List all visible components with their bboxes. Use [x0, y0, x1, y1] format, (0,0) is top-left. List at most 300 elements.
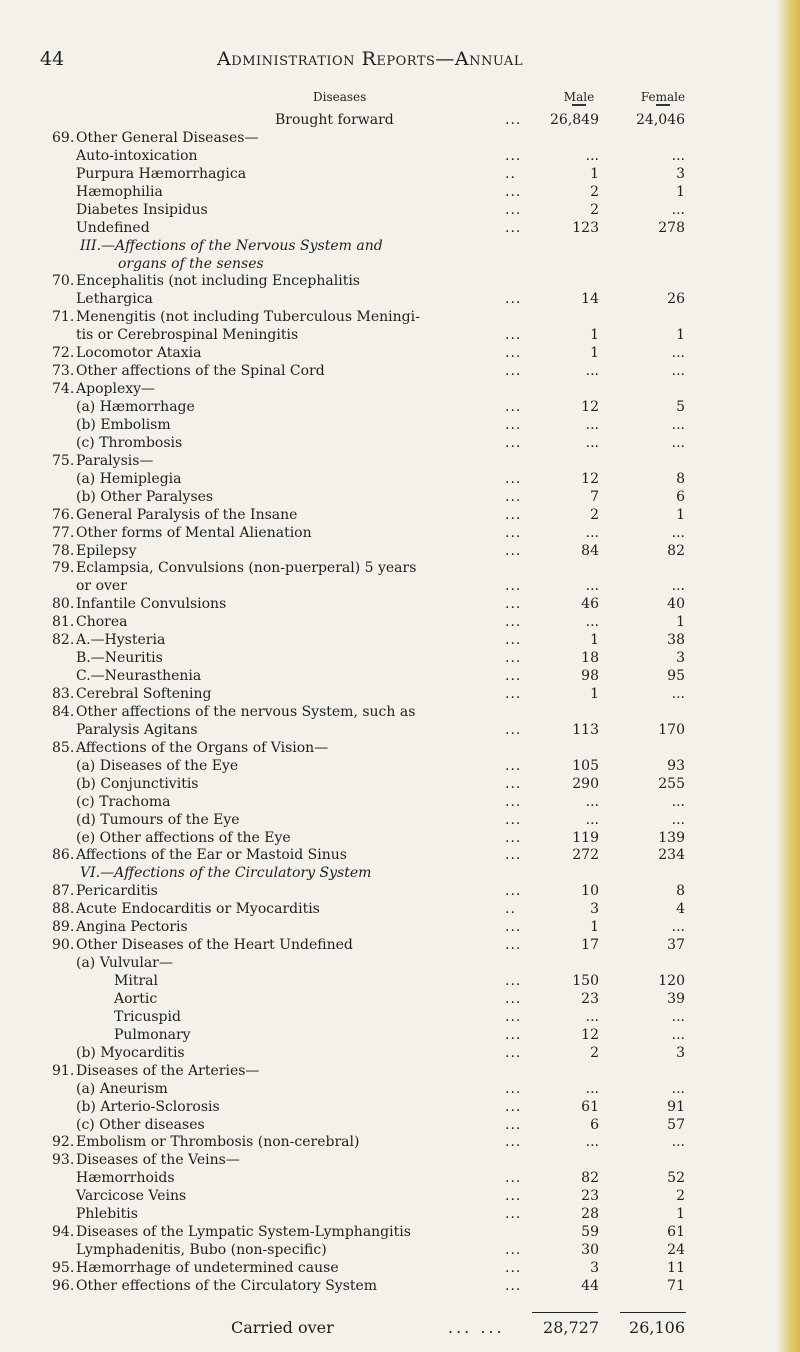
female-count: 5 — [676, 399, 685, 415]
row-leader: ... — [505, 829, 522, 846]
carried-over-label: Carried over — [231, 1318, 334, 1337]
row-leader: ... — [505, 1026, 522, 1043]
row-number: 94. — [52, 1224, 75, 1241]
female-count: ... — [671, 811, 685, 828]
table-row — [0, 991, 800, 1009]
male-count: 272 — [572, 847, 599, 864]
male-count: 82 — [581, 1170, 599, 1187]
row-number: 77. — [52, 524, 75, 541]
male-count: 113 — [572, 721, 599, 738]
row-label: Hæmorrhoids — [76, 1170, 175, 1187]
table-row — [0, 112, 800, 130]
row-label: Varcicose Veins — [76, 1188, 187, 1205]
male-count: 12 — [581, 1026, 599, 1043]
row-label: Eclampsia, Convulsions (non-puerperal) 5 years — [76, 560, 417, 577]
table-row — [0, 1224, 800, 1242]
row-label: Lymphadenitis, Bubo (non-specific) — [76, 1242, 327, 1259]
male-count: ... — [585, 1008, 599, 1025]
female-count: 278 — [658, 219, 685, 236]
table-row — [0, 184, 800, 202]
female-count: ... — [671, 578, 685, 595]
table-row — [0, 578, 800, 596]
male-count: 46 — [581, 596, 599, 613]
male-count: 44 — [581, 1277, 599, 1294]
table-row — [0, 1206, 800, 1224]
row-number: 79. — [52, 560, 75, 577]
row-label: (a) Vulvular— — [76, 955, 173, 972]
female-count: 1 — [676, 614, 685, 631]
table-row — [0, 776, 800, 794]
table-row — [0, 847, 800, 865]
table-row — [0, 345, 800, 363]
row-label: Tricuspid — [114, 1008, 181, 1025]
row-number: 84. — [52, 703, 75, 720]
female-count: 3 — [676, 650, 685, 667]
table-row — [0, 256, 800, 274]
row-number: 89. — [52, 919, 75, 936]
female-count: 91 — [667, 1098, 685, 1115]
table-row — [0, 381, 800, 399]
female-count: ... — [671, 1008, 685, 1025]
row-leader: ... — [505, 1134, 522, 1151]
row-number: 73. — [52, 363, 75, 380]
female-count: 57 — [667, 1116, 685, 1133]
male-count: 98 — [581, 668, 599, 685]
table-row — [0, 148, 800, 166]
row-number: 93. — [52, 1152, 75, 1169]
table-row — [0, 901, 800, 919]
table-row — [0, 596, 800, 614]
female-count: ... — [671, 524, 685, 541]
female-count: 71 — [667, 1277, 685, 1294]
male-count: 1 — [590, 165, 599, 182]
row-label: Encephalitis (not including Encephalitis — [76, 273, 360, 290]
male-count: 1 — [590, 327, 599, 344]
row-number: 71. — [52, 309, 75, 326]
column-header-female: Female — [640, 90, 686, 104]
table-row — [0, 471, 800, 489]
column-headers — [0, 90, 800, 110]
row-leader: ... — [505, 201, 522, 218]
table-row — [0, 632, 800, 650]
row-label: Lethargica — [76, 291, 153, 308]
male-count: 7 — [590, 488, 599, 505]
female-count: 255 — [658, 775, 685, 792]
female-count: 170 — [658, 721, 685, 738]
row-label: Paralysis Agitans — [76, 721, 198, 738]
female-count: 234 — [658, 847, 685, 864]
row-label: B.—Neuritis — [76, 650, 163, 667]
female-count: 95 — [667, 668, 685, 685]
row-leader: ... — [505, 883, 522, 900]
row-number: 91. — [52, 1062, 75, 1079]
male-count: 119 — [572, 829, 599, 846]
female-count: 37 — [667, 937, 685, 954]
female-count: 3 — [676, 165, 685, 182]
row-leader: ... — [505, 219, 522, 236]
page-number: 44 — [40, 48, 65, 70]
male-count: 2 — [590, 506, 599, 523]
male-count: 14 — [581, 291, 599, 308]
row-label: (a) Hemiplegia — [76, 470, 182, 487]
male-count: 1 — [590, 345, 599, 362]
row-label: Menengitis (not including Tuberculous Meningi- — [76, 309, 420, 326]
running-title: Administration Reports—Annual — [217, 48, 523, 70]
male-count: 2 — [590, 1044, 599, 1061]
row-number: 96. — [52, 1277, 75, 1294]
female-count: ... — [671, 1026, 685, 1043]
row-label: Other forms of Mental Alienation — [76, 524, 312, 541]
row-number: 88. — [52, 901, 75, 918]
row-leader: ... — [505, 632, 522, 649]
table-row — [0, 1278, 800, 1296]
row-label: (a) Diseases of the Eye — [76, 757, 239, 774]
male-count: 123 — [572, 219, 599, 236]
row-leader: ... — [505, 1044, 522, 1061]
table-row — [0, 417, 800, 435]
row-number: 92. — [52, 1134, 75, 1151]
row-label: (c) Trachoma — [76, 793, 171, 810]
row-label: (a) Hæmorrhage — [76, 399, 195, 415]
row-label: Brought forward — [275, 112, 394, 128]
row-leader: ... — [505, 327, 522, 344]
table-row — [0, 794, 800, 812]
carried-over-leader: ... ... — [448, 1318, 505, 1337]
table-row — [0, 1260, 800, 1278]
row-leader: ... — [505, 1008, 522, 1025]
row-label: Affections of the Organs of Vision— — [76, 739, 329, 756]
table-row — [0, 309, 800, 327]
row-label: Locomotor Ataxia — [76, 345, 202, 362]
row-label: VI.—Affections of the Circulatory System — [80, 865, 372, 882]
male-count: 6 — [590, 1116, 599, 1133]
female-count: 8 — [676, 883, 685, 900]
row-label: Embolism or Thrombosis (non-cerebral) — [76, 1134, 360, 1151]
row-leader: ... — [505, 650, 522, 667]
row-label: organs of the senses — [118, 255, 264, 272]
row-leader: ... — [505, 1098, 522, 1115]
male-count: ... — [585, 363, 599, 380]
row-label: Purpura Hæmorrhagica — [76, 165, 247, 182]
row-label: (b) Arterio-Sclorosis — [76, 1098, 220, 1115]
female-count: 6 — [676, 488, 685, 505]
table-row — [0, 363, 800, 381]
female-count: 139 — [658, 829, 685, 846]
table-row — [0, 525, 800, 543]
row-leader: ... — [505, 686, 522, 702]
row-label: (d) Tumours of the Eye — [76, 811, 240, 828]
carried-over-female: 26,106 — [629, 1318, 685, 1337]
female-count: ... — [671, 416, 685, 433]
table-row — [0, 435, 800, 453]
female-count: 39 — [667, 990, 685, 1007]
female-count: 52 — [667, 1170, 685, 1187]
row-number: 76. — [52, 506, 75, 523]
table-row — [0, 1152, 800, 1170]
female-count: 3 — [676, 1044, 685, 1061]
row-number: 74. — [52, 381, 75, 398]
row-label: Other affections of the nervous System, such as — [76, 703, 416, 720]
female-count: ... — [671, 1134, 685, 1151]
row-number: 78. — [52, 542, 75, 559]
row-label: Paralysis— — [76, 452, 154, 469]
female-count: 8 — [676, 470, 685, 487]
row-leader: ... — [505, 614, 522, 631]
table-row — [0, 1045, 800, 1063]
row-label: tis or Cerebrospinal Meningitis — [76, 327, 299, 344]
row-leader: ... — [505, 488, 522, 505]
row-label: General Paralysis of the Insane — [76, 506, 298, 523]
male-count: ... — [585, 434, 599, 451]
row-number: 90. — [52, 937, 75, 954]
table-row — [0, 650, 800, 668]
table-row — [0, 202, 800, 220]
male-count: ... — [585, 1134, 599, 1151]
table-row — [0, 1134, 800, 1152]
row-label: Infantile Convulsions — [76, 596, 227, 613]
male-count: 1 — [590, 919, 599, 936]
row-leader: ... — [505, 434, 522, 451]
table-row — [0, 543, 800, 561]
row-label: Pulmonary — [114, 1026, 191, 1043]
row-label: (b) Other Paralyses — [76, 488, 214, 505]
male-count: ... — [585, 416, 599, 433]
row-leader: .. — [505, 165, 516, 182]
page-header — [40, 48, 700, 78]
row-number: 72. — [52, 345, 75, 362]
row-leader: ... — [505, 811, 522, 828]
male-count: ... — [585, 1080, 599, 1097]
row-label: Aortic — [114, 990, 158, 1007]
female-count: ... — [671, 434, 685, 451]
female-count: 11 — [667, 1260, 685, 1276]
row-leader: ... — [505, 416, 522, 433]
table-row — [0, 955, 800, 973]
row-number: 85. — [52, 739, 75, 756]
female-count: ... — [671, 686, 685, 702]
female-count: 38 — [667, 632, 685, 649]
row-leader: ... — [505, 345, 522, 362]
carried-over-male: 28,727 — [543, 1318, 599, 1337]
table-row — [0, 1188, 800, 1206]
row-leader: ... — [505, 775, 522, 792]
table-row — [0, 1063, 800, 1081]
female-count: 2 — [676, 1188, 685, 1205]
male-count: ... — [585, 147, 599, 164]
female-count: 1 — [676, 1206, 685, 1223]
table-row — [0, 973, 800, 991]
row-leader: ... — [505, 147, 522, 164]
row-label: Auto-intoxication — [76, 147, 198, 164]
female-count: 93 — [667, 757, 685, 774]
table-row — [0, 1081, 800, 1099]
row-label: Acute Endocarditis or Myocarditis — [76, 901, 320, 918]
row-leader: ... — [505, 291, 522, 308]
female-count: 82 — [667, 542, 685, 559]
table-row — [0, 883, 800, 901]
row-label: Mitral — [114, 973, 158, 989]
row-leader: ... — [505, 183, 522, 200]
row-label: Other Diseases of the Heart Undefined — [76, 937, 353, 954]
row-label: Hæmophilia — [76, 183, 163, 200]
row-leader: ... — [505, 506, 522, 523]
male-count: 30 — [581, 1242, 599, 1259]
row-label: Hæmorrhage of undetermined cause — [76, 1260, 339, 1276]
row-leader: ... — [505, 542, 522, 559]
row-label: III.—Affections of the Nervous System and — [80, 237, 383, 254]
female-count: 40 — [667, 596, 685, 613]
row-number: 80. — [52, 596, 75, 613]
male-count: 105 — [572, 757, 599, 774]
female-count: ... — [671, 363, 685, 380]
row-leader: ... — [505, 112, 522, 128]
male-count: 150 — [572, 973, 599, 989]
male-count: 10 — [581, 883, 599, 900]
row-number: 87. — [52, 883, 75, 900]
female-count: 4 — [676, 901, 685, 918]
row-label: (b) Conjunctivitis — [76, 775, 199, 792]
row-label: Diseases of the Arteries— — [76, 1062, 260, 1079]
female-header-dash — [656, 104, 670, 106]
female-count: 24 — [667, 1242, 685, 1259]
female-count: 120 — [658, 973, 685, 989]
female-count: ... — [671, 919, 685, 936]
row-label: Angina Pectoris — [76, 919, 188, 936]
row-number: 75. — [52, 452, 75, 469]
row-leader: ... — [505, 1260, 522, 1276]
row-number: 69. — [52, 129, 75, 146]
female-count: ... — [671, 345, 685, 362]
carried-over-row — [0, 1318, 800, 1340]
row-label: Undefined — [76, 219, 150, 236]
row-label: Other General Diseases— — [76, 129, 259, 146]
row-number: 95. — [52, 1260, 75, 1276]
male-count: ... — [585, 578, 599, 595]
table-row — [0, 668, 800, 686]
table-row — [0, 1170, 800, 1188]
table-row — [0, 1009, 800, 1027]
table-row — [0, 327, 800, 345]
table-row — [0, 220, 800, 238]
row-label: Diseases of the Veins— — [76, 1152, 240, 1169]
male-count: ... — [585, 614, 599, 631]
table-row — [0, 507, 800, 525]
table-row — [0, 560, 800, 578]
table-row — [0, 937, 800, 955]
row-leader: ... — [505, 919, 522, 936]
male-count: 26,849 — [550, 112, 599, 128]
table-row — [0, 453, 800, 471]
female-count: ... — [671, 1080, 685, 1097]
table-row — [0, 273, 800, 291]
female-count: ... — [671, 147, 685, 164]
male-count: 61 — [581, 1098, 599, 1115]
row-label: Epilepsy — [76, 542, 137, 559]
row-label: (e) Other affections of the Eye — [76, 829, 291, 846]
table-row — [0, 1242, 800, 1260]
row-leader: ... — [505, 793, 522, 810]
row-leader: ... — [505, 1170, 522, 1187]
table-row — [0, 130, 800, 148]
male-count: 12 — [581, 470, 599, 487]
row-leader: ... — [505, 973, 522, 989]
row-label: Other effections of the Circulatory System — [76, 1277, 378, 1294]
male-count: 2 — [590, 183, 599, 200]
male-count: 28 — [581, 1206, 599, 1223]
row-leader: ... — [505, 524, 522, 541]
female-count: ... — [671, 793, 685, 810]
table-row — [0, 740, 800, 758]
female-count: 61 — [667, 1224, 685, 1241]
row-label: or over — [76, 578, 127, 595]
row-label: (b) Myocarditis — [76, 1044, 185, 1061]
female-count: 24,046 — [636, 112, 685, 128]
female-count: 1 — [676, 183, 685, 200]
row-label: (b) Embolism — [76, 416, 171, 433]
table-row — [0, 865, 800, 883]
row-leader: ... — [505, 937, 522, 954]
table-row — [0, 1099, 800, 1117]
row-number: 83. — [52, 686, 75, 702]
row-number: 81. — [52, 614, 75, 631]
male-count: ... — [585, 524, 599, 541]
male-count: 1 — [590, 686, 599, 702]
row-label: Diabetes Insipidus — [76, 201, 208, 218]
female-count: 1 — [676, 506, 685, 523]
row-label: (c) Thrombosis — [76, 434, 183, 451]
disease-table — [0, 112, 800, 1296]
row-label: A.—Hysteria — [76, 632, 166, 649]
row-leader: ... — [505, 847, 522, 864]
row-label: (a) Aneurism — [76, 1080, 168, 1097]
table-row — [0, 686, 800, 704]
row-label: (c) Other diseases — [76, 1116, 205, 1133]
table-row — [0, 238, 800, 256]
male-count: 2 — [590, 201, 599, 218]
male-count: 18 — [581, 650, 599, 667]
male-count: 3 — [590, 901, 599, 918]
female-count: ... — [671, 201, 685, 218]
male-count: 59 — [581, 1224, 599, 1241]
row-leader: ... — [505, 1277, 522, 1294]
table-row — [0, 489, 800, 507]
male-count: ... — [585, 811, 599, 828]
table-row — [0, 1117, 800, 1135]
row-leader: ... — [505, 668, 522, 685]
column-header-diseases: Diseases — [313, 90, 367, 104]
row-label: Diseases of the Lympatic System-Lymphangitis — [76, 1224, 411, 1241]
row-number: 70. — [52, 273, 75, 290]
row-leader: ... — [505, 1206, 522, 1223]
row-label: Pericarditis — [76, 883, 158, 900]
row-number: 82. — [52, 632, 75, 649]
row-label: Cerebral Softening — [76, 686, 212, 702]
table-row — [0, 812, 800, 830]
table-row — [0, 919, 800, 937]
male-count: 17 — [581, 937, 599, 954]
male-count: 1 — [590, 632, 599, 649]
table-row — [0, 722, 800, 740]
row-label: Phlebitis — [76, 1206, 138, 1223]
male-total-rule — [532, 1312, 598, 1313]
row-label: C.—Neurasthenia — [76, 668, 202, 685]
row-number: 86. — [52, 847, 75, 864]
row-label: Apoplexy— — [76, 381, 156, 398]
table-row — [0, 830, 800, 848]
female-count: 26 — [667, 291, 685, 308]
table-row — [0, 291, 800, 309]
male-count: 290 — [572, 775, 599, 792]
